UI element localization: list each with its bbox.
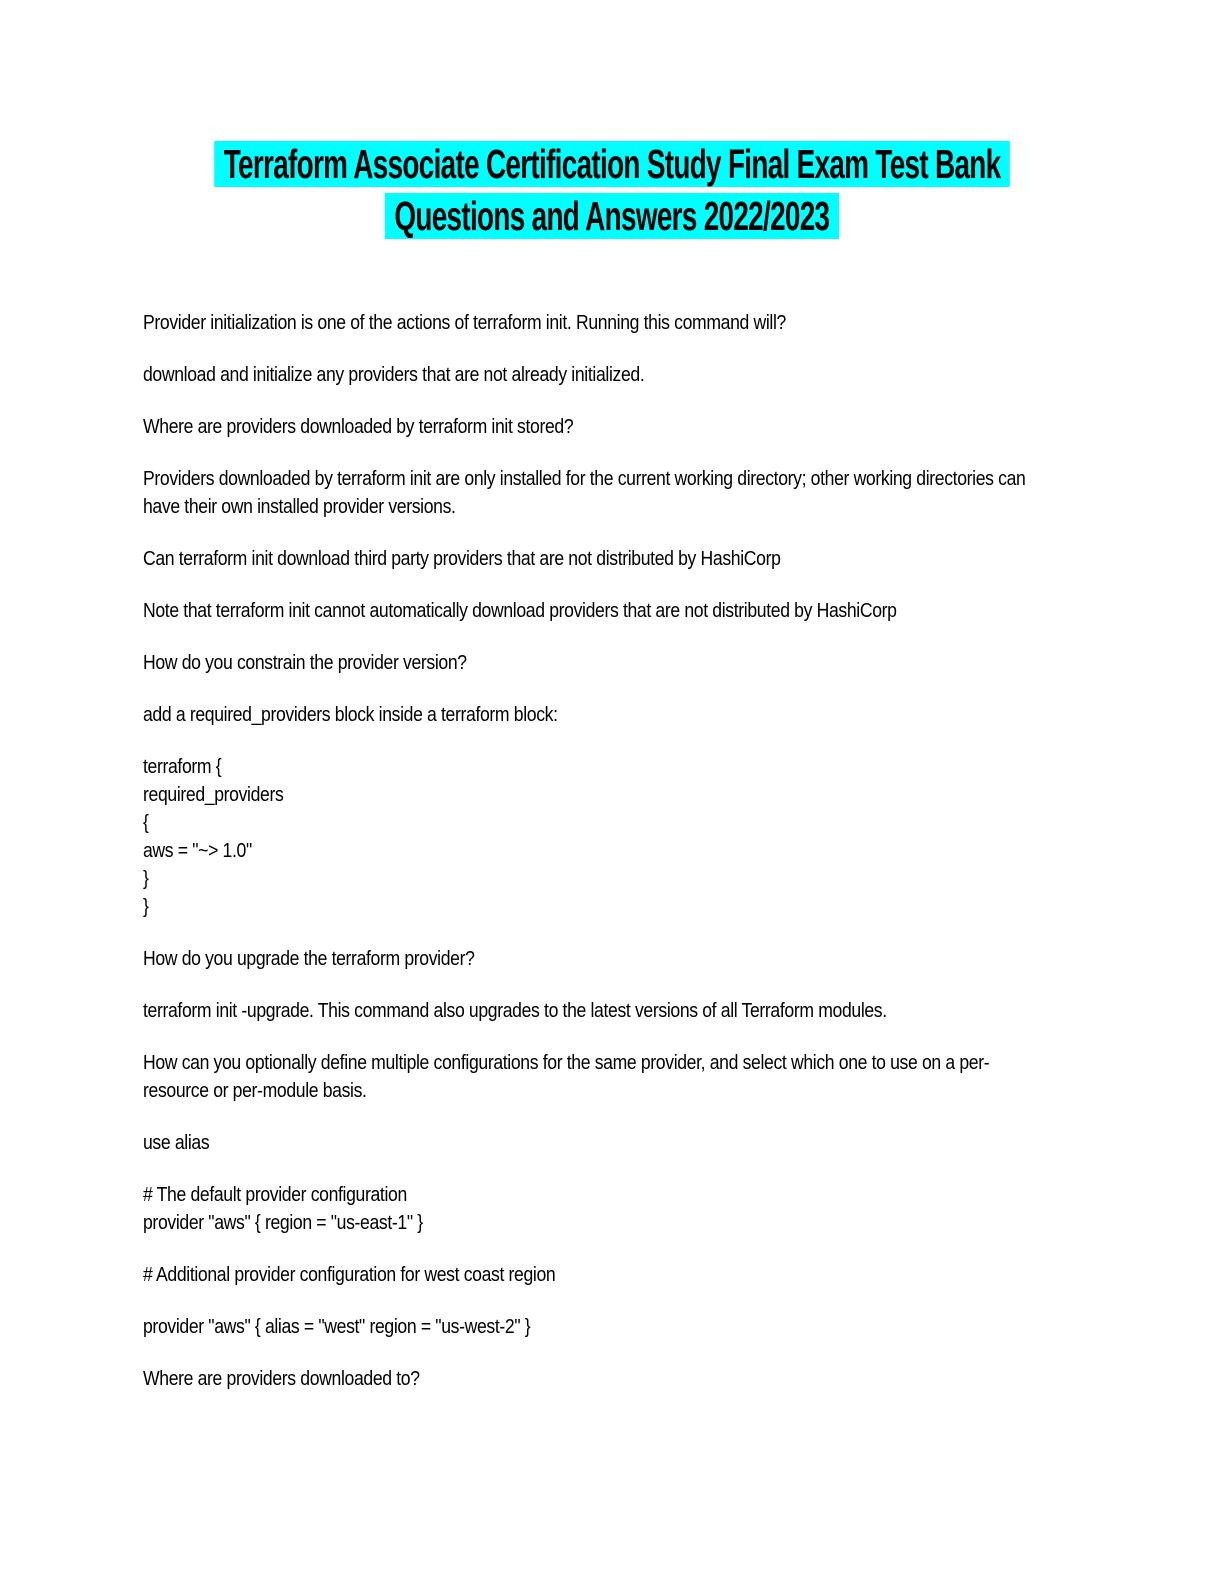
document-body [143, 309, 1163, 1393]
code-line: # The default provider configuration [143, 1184, 407, 1206]
document-paragraph: Note that terraform init cannot automatically download providers that are not distributed by HashiCorp [143, 600, 897, 622]
document-paragraph: add a required_providers block inside a terraform block: [143, 704, 558, 726]
document-paragraph: use alias [143, 1132, 210, 1154]
document-paragraph: download and initialize any providers that are not already initialized. [143, 364, 645, 386]
document-paragraph: provider "aws" { alias = "west" region = "us-west-2" } [143, 1316, 531, 1338]
code-line: required_providers [143, 784, 284, 806]
document-paragraph: Providers downloaded by terraform init are only installed for the current working directory; other working directories can have their own installed provider versions. [143, 468, 1026, 518]
title-line-2-wrap [0, 193, 1224, 239]
document-paragraph: How can you optionally define multiple configurations for the same provider, and select which one to use on a per-resource or per-module basis. [143, 1052, 990, 1102]
document-paragraph: terraform init -upgrade. This command also upgrades to the latest versions of all Terraform modules. [143, 1000, 887, 1022]
code-block-required-providers [143, 753, 1041, 921]
code-line: } [143, 896, 149, 918]
document-title [0, 0, 1224, 239]
code-line: terraform { [143, 756, 222, 778]
document-paragraph: Provider initialization is one of the actions of terraform init. Running this command will? [143, 312, 786, 334]
code-line: provider "aws" { region = "us-east-1" } [143, 1212, 423, 1234]
title-line-2: Questions and Answers 2022/2023 [385, 193, 839, 239]
document-paragraph: How do you upgrade the terraform provider? [143, 948, 475, 970]
document-paragraph: Where are providers downloaded by terraform init stored? [143, 416, 574, 438]
document-paragraph: # Additional provider configuration for west coast region [143, 1264, 556, 1286]
document-paragraph: How do you constrain the provider version? [143, 652, 467, 674]
document-paragraph: Where are providers downloaded to? [143, 1368, 420, 1390]
code-block-default-provider [143, 1181, 1041, 1237]
code-line: { [143, 812, 149, 834]
title-line-1-wrap [0, 141, 1224, 187]
document-paragraph: Can terraform init download third party providers that are not distributed by HashiCorp [143, 548, 781, 570]
code-line: } [143, 868, 149, 890]
code-line: aws = "~> 1.0" [143, 840, 252, 862]
title-line-1: Terraform Associate Certification Study Final Exam Test Bank [214, 141, 1010, 187]
